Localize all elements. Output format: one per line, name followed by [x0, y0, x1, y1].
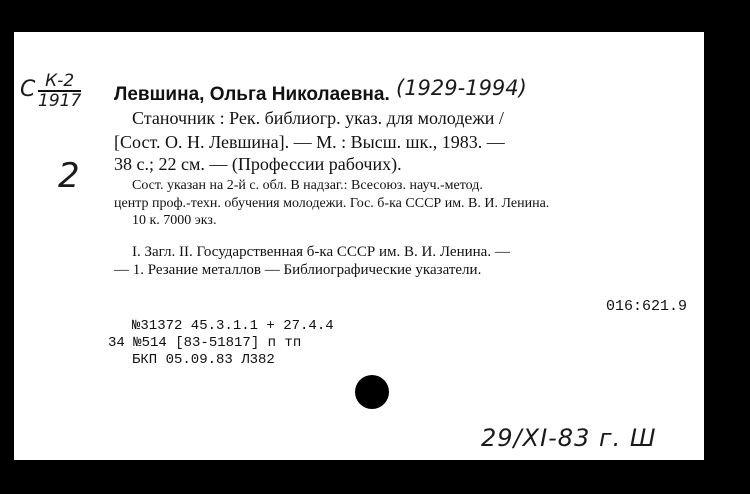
title-line-3: 38 с.; 22 см. — (Профессии рабочих). [114, 154, 402, 174]
handwritten-margin-mark: 2 [58, 156, 80, 196]
title-line-1: Станочник : Рек. библиогр. указ. для молодежи / [132, 108, 504, 128]
call-number-bottom: 1917 [38, 91, 82, 111]
notes-line-1: Сост. указан на 2-й с. обл. В надзаг.: Всесоюз. науч.-метод. [132, 178, 483, 193]
handwritten-dates: (1929-1994) [396, 76, 527, 100]
codes-line-1: №31372 45.3.1.1 + 27.4.4 [132, 318, 334, 334]
title-line-2: [Сост. О. Н. Левшина]. — М. : Высш. шк., 1983. — [114, 132, 505, 152]
call-number-fraction [38, 72, 81, 110]
codes-line-3: БКП 05.09.83 Л382 [132, 352, 275, 368]
punch-hole [355, 375, 389, 409]
codes-line-2: 34 №514 [83-51817] п тп [108, 335, 302, 351]
notes-line-3: 10 к. 7000 экз. [132, 213, 217, 228]
call-number [20, 71, 82, 111]
catalog-card [14, 32, 704, 460]
call-number-letter: С [20, 77, 36, 102]
tracings-line-1: I. Загл. II. Государственная б-ка СССР им. В. И. Ленина. — [132, 244, 510, 260]
udc-code: 016:621.9 [606, 298, 688, 315]
author-heading: Левшина, Ольга Николаевна. [114, 84, 390, 105]
tracings-line-2: — 1. Резание металлов — Библиографические указатели. [114, 262, 482, 278]
handwritten-acquisition-date: 29/XI-83 г. Ш [481, 424, 657, 452]
notes-line-2: центр проф.-техн. обучения молодежи. Гос. б-ка СССР им. В. И. Ленина. [114, 196, 550, 211]
call-number-top: К-2 [38, 72, 81, 92]
